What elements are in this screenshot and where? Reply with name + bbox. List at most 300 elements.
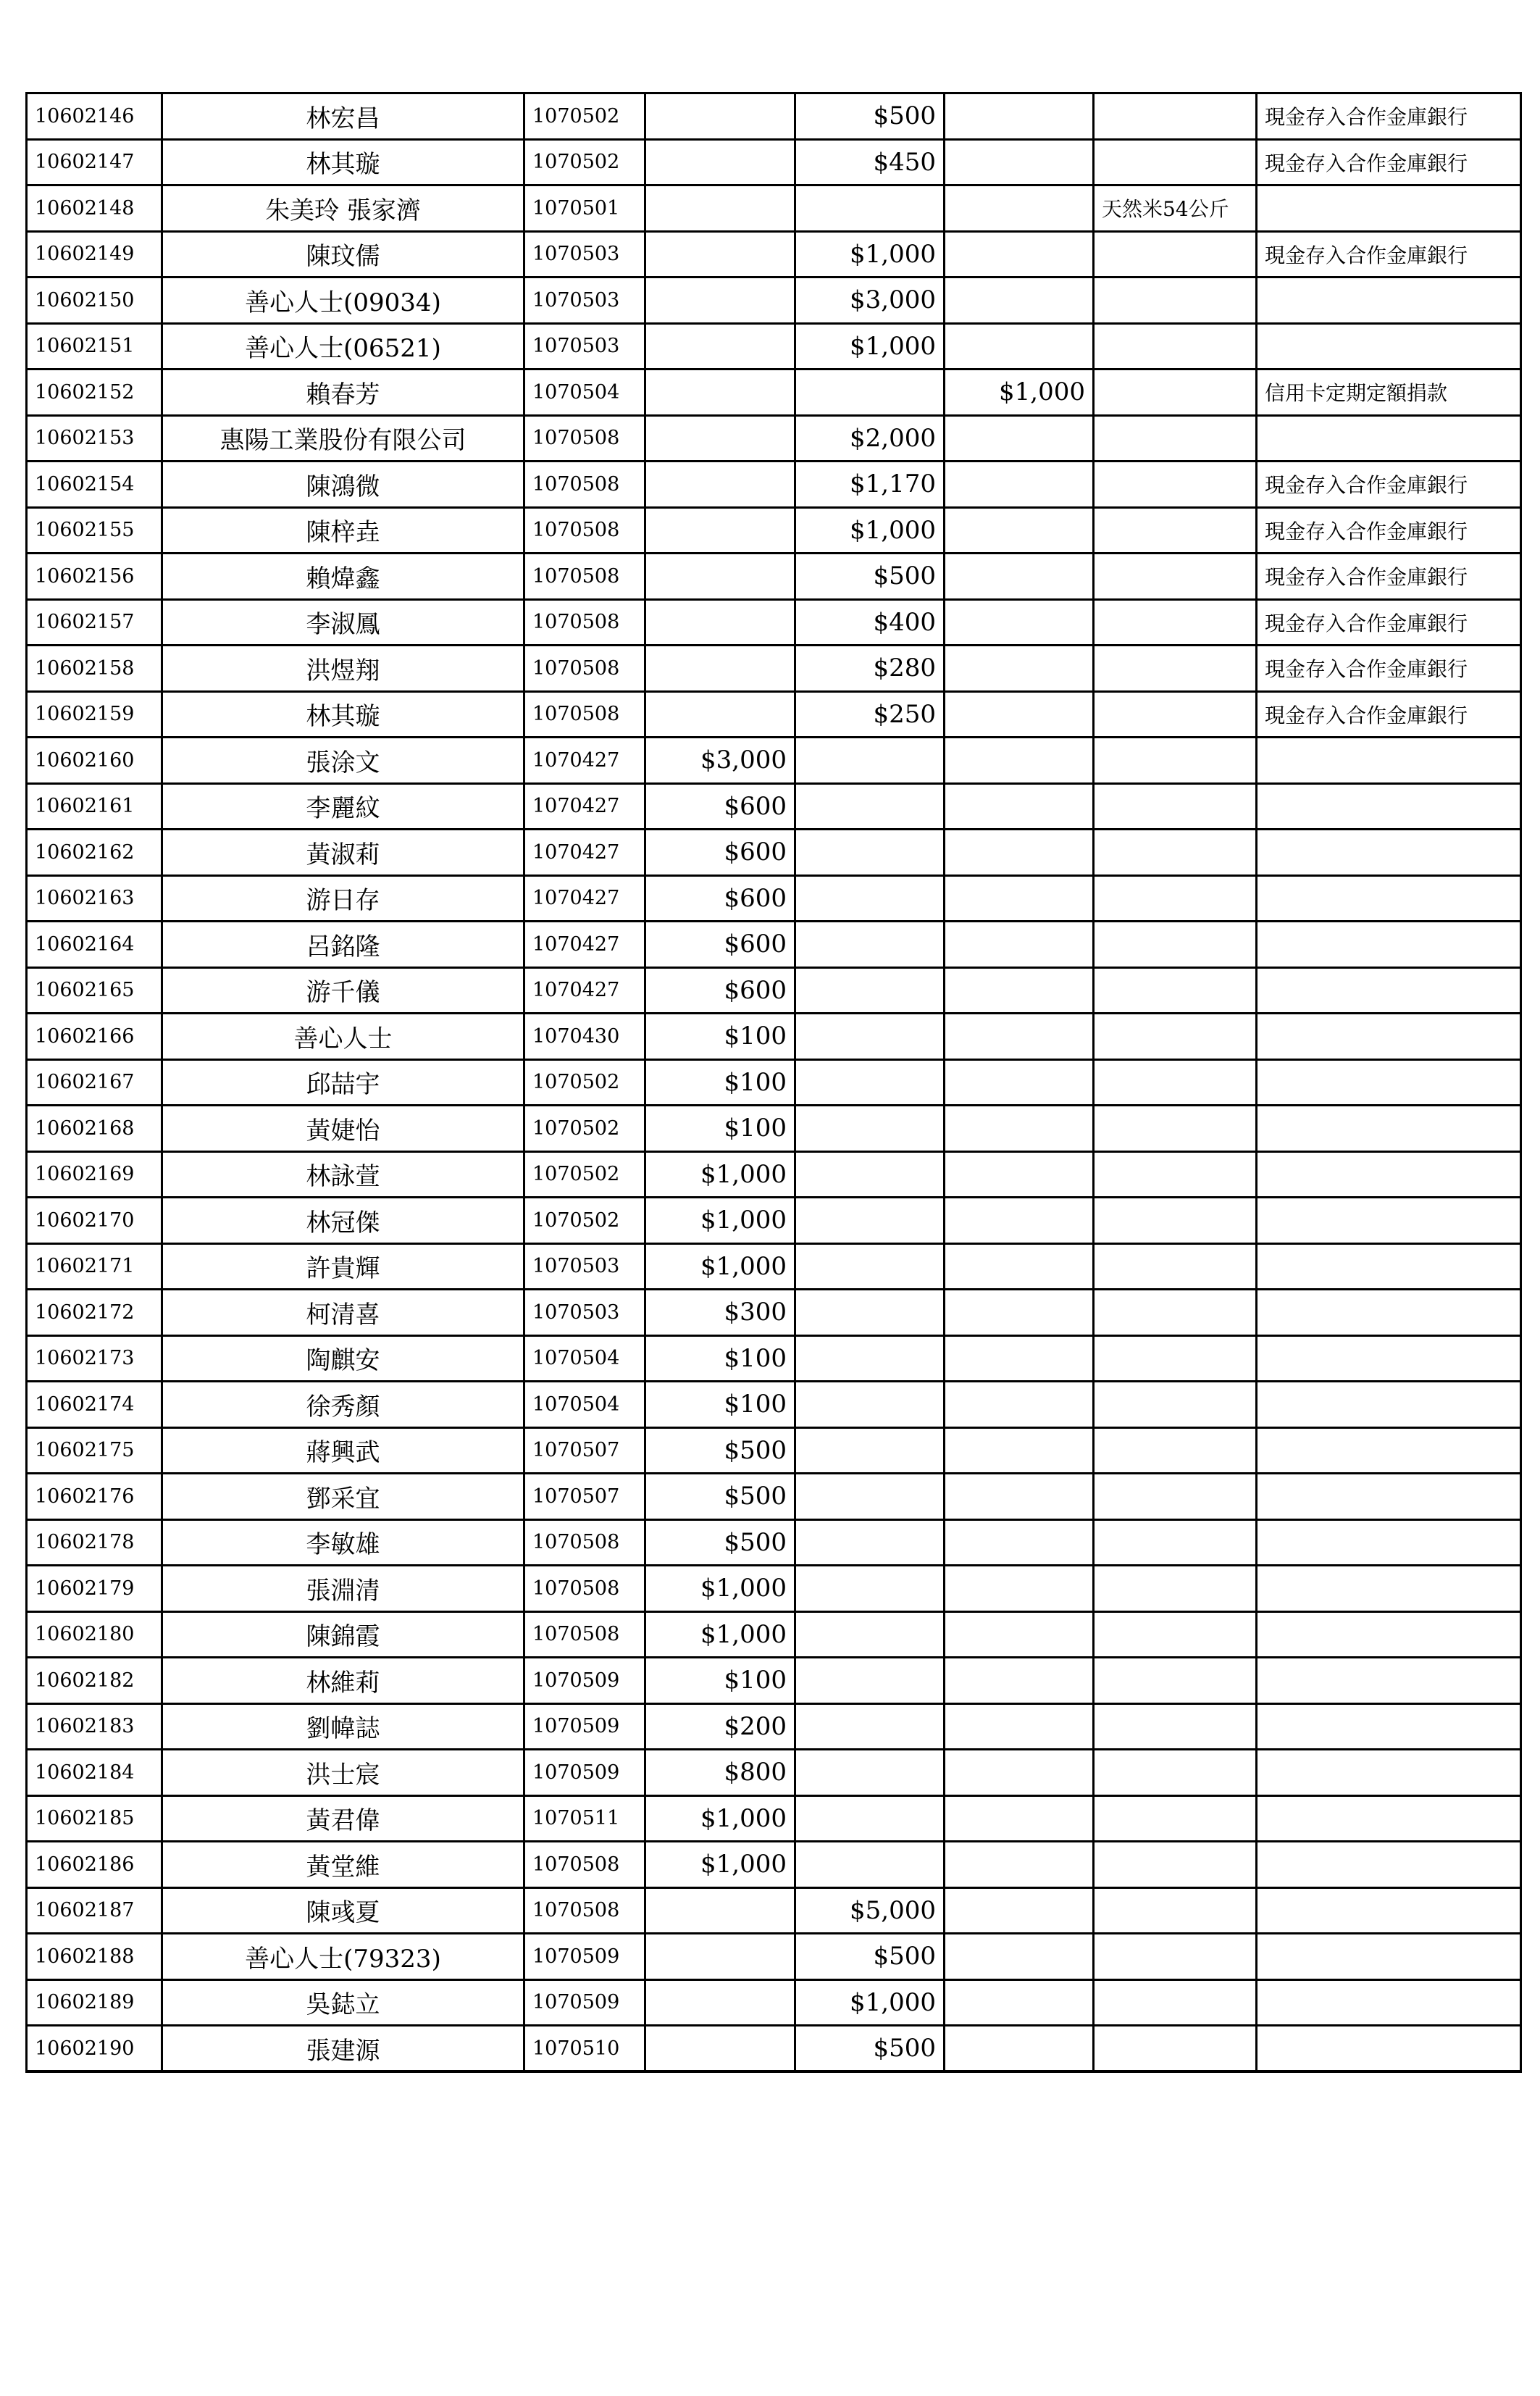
amount-deposit-cell bbox=[795, 185, 945, 232]
amount-card-cell bbox=[945, 1658, 1094, 1704]
receipt-number-cell: 10602164 bbox=[27, 922, 162, 968]
amount-cash-cell bbox=[645, 507, 795, 554]
date-cell: 1070509 bbox=[524, 1934, 645, 1980]
table-row bbox=[27, 738, 1521, 784]
date-cell: 1070502 bbox=[524, 139, 645, 185]
amount-deposit-cell bbox=[795, 830, 945, 876]
amount-deposit-cell bbox=[795, 1842, 945, 1888]
amount-card-cell bbox=[945, 1151, 1094, 1198]
amount-card-cell bbox=[945, 1427, 1094, 1474]
receipt-number-cell: 10602168 bbox=[27, 1106, 162, 1152]
date-cell: 1070508 bbox=[524, 1566, 645, 1612]
amount-deposit-cell bbox=[795, 1151, 945, 1198]
goods-donation-cell bbox=[1094, 783, 1257, 830]
amount-card-cell bbox=[945, 830, 1094, 876]
goods-donation-cell bbox=[1094, 1335, 1257, 1382]
amount-card-cell bbox=[945, 1014, 1094, 1060]
remark-cell: 信用卡定期定額捐款 bbox=[1257, 370, 1521, 416]
amount-card-cell bbox=[945, 1106, 1094, 1152]
receipt-number-cell: 10602188 bbox=[27, 1934, 162, 1980]
table-row bbox=[27, 830, 1521, 876]
amount-cash-cell bbox=[645, 691, 795, 738]
receipt-number-cell: 10602149 bbox=[27, 231, 162, 277]
table-row bbox=[27, 783, 1521, 830]
receipt-number-cell: 10602184 bbox=[27, 1750, 162, 1796]
donor-name-cell: 陳錦霞 bbox=[162, 1611, 524, 1658]
remark-cell: 現金存入合作金庫銀行 bbox=[1257, 646, 1521, 692]
amount-cash-cell bbox=[645, 323, 795, 370]
remark-cell bbox=[1257, 1842, 1521, 1888]
table-row bbox=[27, 1979, 1521, 2026]
receipt-number-cell: 10602174 bbox=[27, 1382, 162, 1428]
goods-donation-cell bbox=[1094, 830, 1257, 876]
date-cell: 1070508 bbox=[524, 1611, 645, 1658]
goods-donation-cell bbox=[1094, 875, 1257, 922]
goods-donation-cell bbox=[1094, 462, 1257, 508]
table-row bbox=[27, 1703, 1521, 1750]
amount-cash-cell: $800 bbox=[645, 1750, 795, 1796]
amount-card-cell bbox=[945, 1474, 1094, 1520]
goods-donation-cell bbox=[1094, 1106, 1257, 1152]
amount-deposit-cell bbox=[795, 1335, 945, 1382]
table-row bbox=[27, 1106, 1521, 1152]
date-cell: 1070508 bbox=[524, 1842, 645, 1888]
date-cell: 1070508 bbox=[524, 462, 645, 508]
date-cell: 1070504 bbox=[524, 370, 645, 416]
receipt-number-cell: 10602165 bbox=[27, 967, 162, 1014]
amount-card-cell bbox=[945, 2026, 1094, 2072]
goods-donation-cell bbox=[1094, 1290, 1257, 1336]
table-row bbox=[27, 415, 1521, 462]
receipt-number-cell: 10602179 bbox=[27, 1566, 162, 1612]
table-row bbox=[27, 507, 1521, 554]
amount-deposit-cell bbox=[795, 967, 945, 1014]
donor-name-cell: 游千儀 bbox=[162, 967, 524, 1014]
date-cell: 1070508 bbox=[524, 1519, 645, 1566]
amount-deposit-cell: $500 bbox=[795, 1934, 945, 1980]
amount-card-cell bbox=[945, 1059, 1094, 1106]
date-cell: 1070501 bbox=[524, 185, 645, 232]
amount-deposit-cell: $1,000 bbox=[795, 323, 945, 370]
table-row bbox=[27, 1151, 1521, 1198]
date-cell: 1070508 bbox=[524, 554, 645, 600]
remark-cell bbox=[1257, 1474, 1521, 1520]
amount-cash-cell bbox=[645, 646, 795, 692]
amount-deposit-cell bbox=[795, 1658, 945, 1704]
table-row bbox=[27, 691, 1521, 738]
date-cell: 1070511 bbox=[524, 1795, 645, 1842]
date-cell: 1070508 bbox=[524, 415, 645, 462]
donor-name-cell: 林維莉 bbox=[162, 1658, 524, 1704]
goods-donation-cell bbox=[1094, 691, 1257, 738]
donor-name-cell: 張建源 bbox=[162, 2026, 524, 2072]
table-row bbox=[27, 139, 1521, 185]
amount-deposit-cell bbox=[795, 1519, 945, 1566]
remark-cell bbox=[1257, 738, 1521, 784]
table-row bbox=[27, 231, 1521, 277]
goods-donation-cell bbox=[1094, 1427, 1257, 1474]
table-row bbox=[27, 1243, 1521, 1290]
amount-deposit-cell: $450 bbox=[795, 139, 945, 185]
remark-cell bbox=[1257, 1059, 1521, 1106]
goods-donation-cell bbox=[1094, 1750, 1257, 1796]
amount-card-cell bbox=[945, 1795, 1094, 1842]
amount-deposit-cell bbox=[795, 1198, 945, 1244]
amount-deposit-cell: $1,000 bbox=[795, 507, 945, 554]
amount-cash-cell: $500 bbox=[645, 1427, 795, 1474]
amount-cash-cell: $300 bbox=[645, 1290, 795, 1336]
date-cell: 1070503 bbox=[524, 1290, 645, 1336]
receipt-number-cell: 10602157 bbox=[27, 599, 162, 646]
amount-card-cell bbox=[945, 875, 1094, 922]
date-cell: 1070509 bbox=[524, 1703, 645, 1750]
amount-deposit-cell bbox=[795, 370, 945, 416]
amount-card-cell bbox=[945, 139, 1094, 185]
receipt-number-cell: 10602158 bbox=[27, 646, 162, 692]
amount-card-cell bbox=[945, 415, 1094, 462]
goods-donation-cell bbox=[1094, 1474, 1257, 1520]
remark-cell bbox=[1257, 1750, 1521, 1796]
amount-cash-cell bbox=[645, 2026, 795, 2072]
amount-cash-cell: $100 bbox=[645, 1106, 795, 1152]
date-cell: 1070503 bbox=[524, 277, 645, 324]
donor-name-cell: 陳彧夏 bbox=[162, 1887, 524, 1934]
amount-cash-cell: $1,000 bbox=[645, 1795, 795, 1842]
remark-cell bbox=[1257, 1151, 1521, 1198]
goods-donation-cell bbox=[1094, 93, 1257, 140]
amount-deposit-cell bbox=[795, 875, 945, 922]
table-row bbox=[27, 1290, 1521, 1336]
donor-name-cell: 張涂文 bbox=[162, 738, 524, 784]
amount-cash-cell: $600 bbox=[645, 875, 795, 922]
goods-donation-cell bbox=[1094, 1198, 1257, 1244]
date-cell: 1070508 bbox=[524, 691, 645, 738]
amount-cash-cell bbox=[645, 554, 795, 600]
remark-cell bbox=[1257, 415, 1521, 462]
remark-cell bbox=[1257, 1198, 1521, 1244]
receipt-number-cell: 10602148 bbox=[27, 185, 162, 232]
date-cell: 1070427 bbox=[524, 830, 645, 876]
receipt-number-cell: 10602183 bbox=[27, 1703, 162, 1750]
remark-cell bbox=[1257, 1795, 1521, 1842]
table-row bbox=[27, 646, 1521, 692]
donor-name-cell: 賴春芳 bbox=[162, 370, 524, 416]
amount-cash-cell: $100 bbox=[645, 1382, 795, 1428]
remark-cell bbox=[1257, 1427, 1521, 1474]
date-cell: 1070427 bbox=[524, 738, 645, 784]
receipt-number-cell: 10602147 bbox=[27, 139, 162, 185]
goods-donation-cell bbox=[1094, 1243, 1257, 1290]
date-cell: 1070502 bbox=[524, 1106, 645, 1152]
amount-cash-cell: $600 bbox=[645, 830, 795, 876]
donor-name-cell: 鄧采宜 bbox=[162, 1474, 524, 1520]
amount-deposit-cell bbox=[795, 1566, 945, 1612]
remark-cell bbox=[1257, 1290, 1521, 1336]
table-row bbox=[27, 323, 1521, 370]
goods-donation-cell bbox=[1094, 1151, 1257, 1198]
donor-name-cell: 黃堂維 bbox=[162, 1842, 524, 1888]
goods-donation-cell bbox=[1094, 1658, 1257, 1704]
amount-cash-cell bbox=[645, 370, 795, 416]
receipt-number-cell: 10602190 bbox=[27, 2026, 162, 2072]
amount-deposit-cell bbox=[795, 738, 945, 784]
donor-name-cell: 林詠萱 bbox=[162, 1151, 524, 1198]
receipt-number-cell: 10602178 bbox=[27, 1519, 162, 1566]
amount-cash-cell: $1,000 bbox=[645, 1243, 795, 1290]
remark-cell bbox=[1257, 875, 1521, 922]
table-row bbox=[27, 967, 1521, 1014]
amount-cash-cell: $600 bbox=[645, 967, 795, 1014]
receipt-number-cell: 10602189 bbox=[27, 1979, 162, 2026]
amount-card-cell bbox=[945, 1198, 1094, 1244]
amount-card-cell bbox=[945, 1519, 1094, 1566]
table-row bbox=[27, 1566, 1521, 1612]
amount-card-cell bbox=[945, 1243, 1094, 1290]
remark-cell: 現金存入合作金庫銀行 bbox=[1257, 462, 1521, 508]
receipt-number-cell: 10602154 bbox=[27, 462, 162, 508]
amount-card-cell bbox=[945, 93, 1094, 140]
table-row bbox=[27, 2026, 1521, 2072]
receipt-number-cell: 10602171 bbox=[27, 1243, 162, 1290]
date-cell: 1070510 bbox=[524, 2026, 645, 2072]
amount-cash-cell: $600 bbox=[645, 922, 795, 968]
donor-name-cell: 呂銘隆 bbox=[162, 922, 524, 968]
goods-donation-cell bbox=[1094, 2026, 1257, 2072]
ledger-body bbox=[27, 93, 1521, 2072]
table-row bbox=[27, 93, 1521, 140]
date-cell: 1070509 bbox=[524, 1979, 645, 2026]
donor-name-cell: 許貴輝 bbox=[162, 1243, 524, 1290]
date-cell: 1070509 bbox=[524, 1658, 645, 1704]
receipt-number-cell: 10602162 bbox=[27, 830, 162, 876]
donor-name-cell: 黃淑莉 bbox=[162, 830, 524, 876]
amount-cash-cell bbox=[645, 185, 795, 232]
remark-cell bbox=[1257, 323, 1521, 370]
goods-donation-cell bbox=[1094, 1979, 1257, 2026]
donor-name-cell: 陳玟儒 bbox=[162, 231, 524, 277]
amount-cash-cell: $100 bbox=[645, 1059, 795, 1106]
amount-cash-cell bbox=[645, 231, 795, 277]
amount-cash-cell bbox=[645, 462, 795, 508]
remark-cell bbox=[1257, 1014, 1521, 1060]
table-row bbox=[27, 1059, 1521, 1106]
table-row bbox=[27, 1750, 1521, 1796]
amount-card-cell bbox=[945, 554, 1094, 600]
amount-cash-cell: $1,000 bbox=[645, 1151, 795, 1198]
amount-cash-cell: $1,000 bbox=[645, 1198, 795, 1244]
remark-cell: 現金存入合作金庫銀行 bbox=[1257, 139, 1521, 185]
table-row bbox=[27, 554, 1521, 600]
amount-cash-cell bbox=[645, 415, 795, 462]
goods-donation-cell bbox=[1094, 139, 1257, 185]
amount-card-cell bbox=[945, 1979, 1094, 2026]
amount-card-cell bbox=[945, 599, 1094, 646]
amount-cash-cell bbox=[645, 277, 795, 324]
remark-cell bbox=[1257, 1519, 1521, 1566]
remark-cell bbox=[1257, 783, 1521, 830]
table-row bbox=[27, 875, 1521, 922]
table-row bbox=[27, 1382, 1521, 1428]
amount-card-cell bbox=[945, 1934, 1094, 1980]
amount-deposit-cell: $500 bbox=[795, 554, 945, 600]
date-cell: 1070427 bbox=[524, 967, 645, 1014]
receipt-number-cell: 10602146 bbox=[27, 93, 162, 140]
amount-deposit-cell bbox=[795, 1290, 945, 1336]
amount-deposit-cell bbox=[795, 1382, 945, 1428]
date-cell: 1070503 bbox=[524, 323, 645, 370]
table-row bbox=[27, 185, 1521, 232]
donor-name-cell: 陳梓垚 bbox=[162, 507, 524, 554]
goods-donation-cell bbox=[1094, 922, 1257, 968]
amount-deposit-cell bbox=[795, 1611, 945, 1658]
amount-card-cell bbox=[945, 507, 1094, 554]
amount-cash-cell: $600 bbox=[645, 783, 795, 830]
goods-donation-cell: 天然米54公斤 bbox=[1094, 185, 1257, 232]
amount-cash-cell: $500 bbox=[645, 1519, 795, 1566]
amount-card-cell bbox=[945, 967, 1094, 1014]
remark-cell bbox=[1257, 1566, 1521, 1612]
amount-cash-cell: $200 bbox=[645, 1703, 795, 1750]
amount-card-cell bbox=[945, 1611, 1094, 1658]
receipt-number-cell: 10602173 bbox=[27, 1335, 162, 1382]
date-cell: 1070427 bbox=[524, 922, 645, 968]
goods-donation-cell bbox=[1094, 1795, 1257, 1842]
donor-name-cell: 邱喆宇 bbox=[162, 1059, 524, 1106]
goods-donation-cell bbox=[1094, 1887, 1257, 1934]
receipt-number-cell: 10602186 bbox=[27, 1842, 162, 1888]
goods-donation-cell bbox=[1094, 1611, 1257, 1658]
donor-name-cell: 李麗紋 bbox=[162, 783, 524, 830]
receipt-number-cell: 10602167 bbox=[27, 1059, 162, 1106]
donor-name-cell: 游日存 bbox=[162, 875, 524, 922]
donor-name-cell: 林其璇 bbox=[162, 691, 524, 738]
table-row bbox=[27, 922, 1521, 968]
goods-donation-cell bbox=[1094, 646, 1257, 692]
remark-cell: 現金存入合作金庫銀行 bbox=[1257, 231, 1521, 277]
donor-name-cell: 賴煒鑫 bbox=[162, 554, 524, 600]
goods-donation-cell bbox=[1094, 1934, 1257, 1980]
receipt-number-cell: 10602160 bbox=[27, 738, 162, 784]
amount-deposit-cell bbox=[795, 1795, 945, 1842]
table-row bbox=[27, 1934, 1521, 1980]
date-cell: 1070508 bbox=[524, 1887, 645, 1934]
date-cell: 1070504 bbox=[524, 1335, 645, 1382]
table-row bbox=[27, 1198, 1521, 1244]
date-cell: 1070427 bbox=[524, 783, 645, 830]
donor-name-cell: 善心人士(06521) bbox=[162, 323, 524, 370]
amount-deposit-cell bbox=[795, 1750, 945, 1796]
receipt-number-cell: 10602161 bbox=[27, 783, 162, 830]
amount-deposit-cell: $1,170 bbox=[795, 462, 945, 508]
receipt-number-cell: 10602187 bbox=[27, 1887, 162, 1934]
date-cell: 1070427 bbox=[524, 875, 645, 922]
receipt-number-cell: 10602175 bbox=[27, 1427, 162, 1474]
remark-cell bbox=[1257, 1382, 1521, 1428]
table-row bbox=[27, 599, 1521, 646]
date-cell: 1070430 bbox=[524, 1014, 645, 1060]
amount-card-cell bbox=[945, 1887, 1094, 1934]
goods-donation-cell bbox=[1094, 1382, 1257, 1428]
goods-donation-cell bbox=[1094, 599, 1257, 646]
donor-name-cell: 洪煜翔 bbox=[162, 646, 524, 692]
goods-donation-cell bbox=[1094, 231, 1257, 277]
donor-name-cell: 惠陽工業股份有限公司 bbox=[162, 415, 524, 462]
goods-donation-cell bbox=[1094, 554, 1257, 600]
amount-cash-cell bbox=[645, 599, 795, 646]
remark-cell: 現金存入合作金庫銀行 bbox=[1257, 507, 1521, 554]
amount-card-cell bbox=[945, 783, 1094, 830]
date-cell: 1070509 bbox=[524, 1750, 645, 1796]
goods-donation-cell bbox=[1094, 277, 1257, 324]
amount-cash-cell: $500 bbox=[645, 1474, 795, 1520]
donation-ledger-table bbox=[25, 92, 1522, 2073]
amount-deposit-cell bbox=[795, 1014, 945, 1060]
amount-deposit-cell: $250 bbox=[795, 691, 945, 738]
donor-name-cell: 蔣興武 bbox=[162, 1427, 524, 1474]
date-cell: 1070502 bbox=[524, 93, 645, 140]
date-cell: 1070507 bbox=[524, 1427, 645, 1474]
amount-card-cell bbox=[945, 231, 1094, 277]
remark-cell: 現金存入合作金庫銀行 bbox=[1257, 93, 1521, 140]
table-row bbox=[27, 1611, 1521, 1658]
amount-cash-cell bbox=[645, 1979, 795, 2026]
donor-name-cell: 劉幃誌 bbox=[162, 1703, 524, 1750]
amount-card-cell bbox=[945, 1842, 1094, 1888]
receipt-number-cell: 10602151 bbox=[27, 323, 162, 370]
amount-deposit-cell: $5,000 bbox=[795, 1887, 945, 1934]
table-row bbox=[27, 1014, 1521, 1060]
remark-cell bbox=[1257, 1703, 1521, 1750]
table-row bbox=[27, 1335, 1521, 1382]
donor-name-cell: 林其璇 bbox=[162, 139, 524, 185]
table-row bbox=[27, 1474, 1521, 1520]
table-row bbox=[27, 1795, 1521, 1842]
amount-deposit-cell: $400 bbox=[795, 599, 945, 646]
receipt-number-cell: 10602159 bbox=[27, 691, 162, 738]
donor-name-cell: 林冠傑 bbox=[162, 1198, 524, 1244]
amount-card-cell bbox=[945, 691, 1094, 738]
amount-deposit-cell bbox=[795, 1059, 945, 1106]
receipt-number-cell: 10602169 bbox=[27, 1151, 162, 1198]
table-row bbox=[27, 1887, 1521, 1934]
amount-cash-cell: $100 bbox=[645, 1335, 795, 1382]
goods-donation-cell bbox=[1094, 1566, 1257, 1612]
goods-donation-cell bbox=[1094, 1842, 1257, 1888]
donor-name-cell: 善心人士(09034) bbox=[162, 277, 524, 324]
amount-deposit-cell: $1,000 bbox=[795, 1979, 945, 2026]
amount-cash-cell: $100 bbox=[645, 1658, 795, 1704]
amount-cash-cell: $1,000 bbox=[645, 1566, 795, 1612]
amount-card-cell bbox=[945, 1566, 1094, 1612]
remark-cell bbox=[1257, 185, 1521, 232]
table-row bbox=[27, 277, 1521, 324]
remark-cell bbox=[1257, 1979, 1521, 2026]
amount-deposit-cell bbox=[795, 1106, 945, 1152]
amount-cash-cell bbox=[645, 139, 795, 185]
date-cell: 1070507 bbox=[524, 1474, 645, 1520]
amount-card-cell bbox=[945, 1750, 1094, 1796]
goods-donation-cell bbox=[1094, 323, 1257, 370]
goods-donation-cell bbox=[1094, 1703, 1257, 1750]
remark-cell bbox=[1257, 1611, 1521, 1658]
receipt-number-cell: 10602166 bbox=[27, 1014, 162, 1060]
amount-deposit-cell bbox=[795, 1474, 945, 1520]
table-row bbox=[27, 1519, 1521, 1566]
donor-name-cell: 林宏昌 bbox=[162, 93, 524, 140]
amount-deposit-cell bbox=[795, 1703, 945, 1750]
donor-name-cell: 洪士宸 bbox=[162, 1750, 524, 1796]
amount-deposit-cell: $2,000 bbox=[795, 415, 945, 462]
